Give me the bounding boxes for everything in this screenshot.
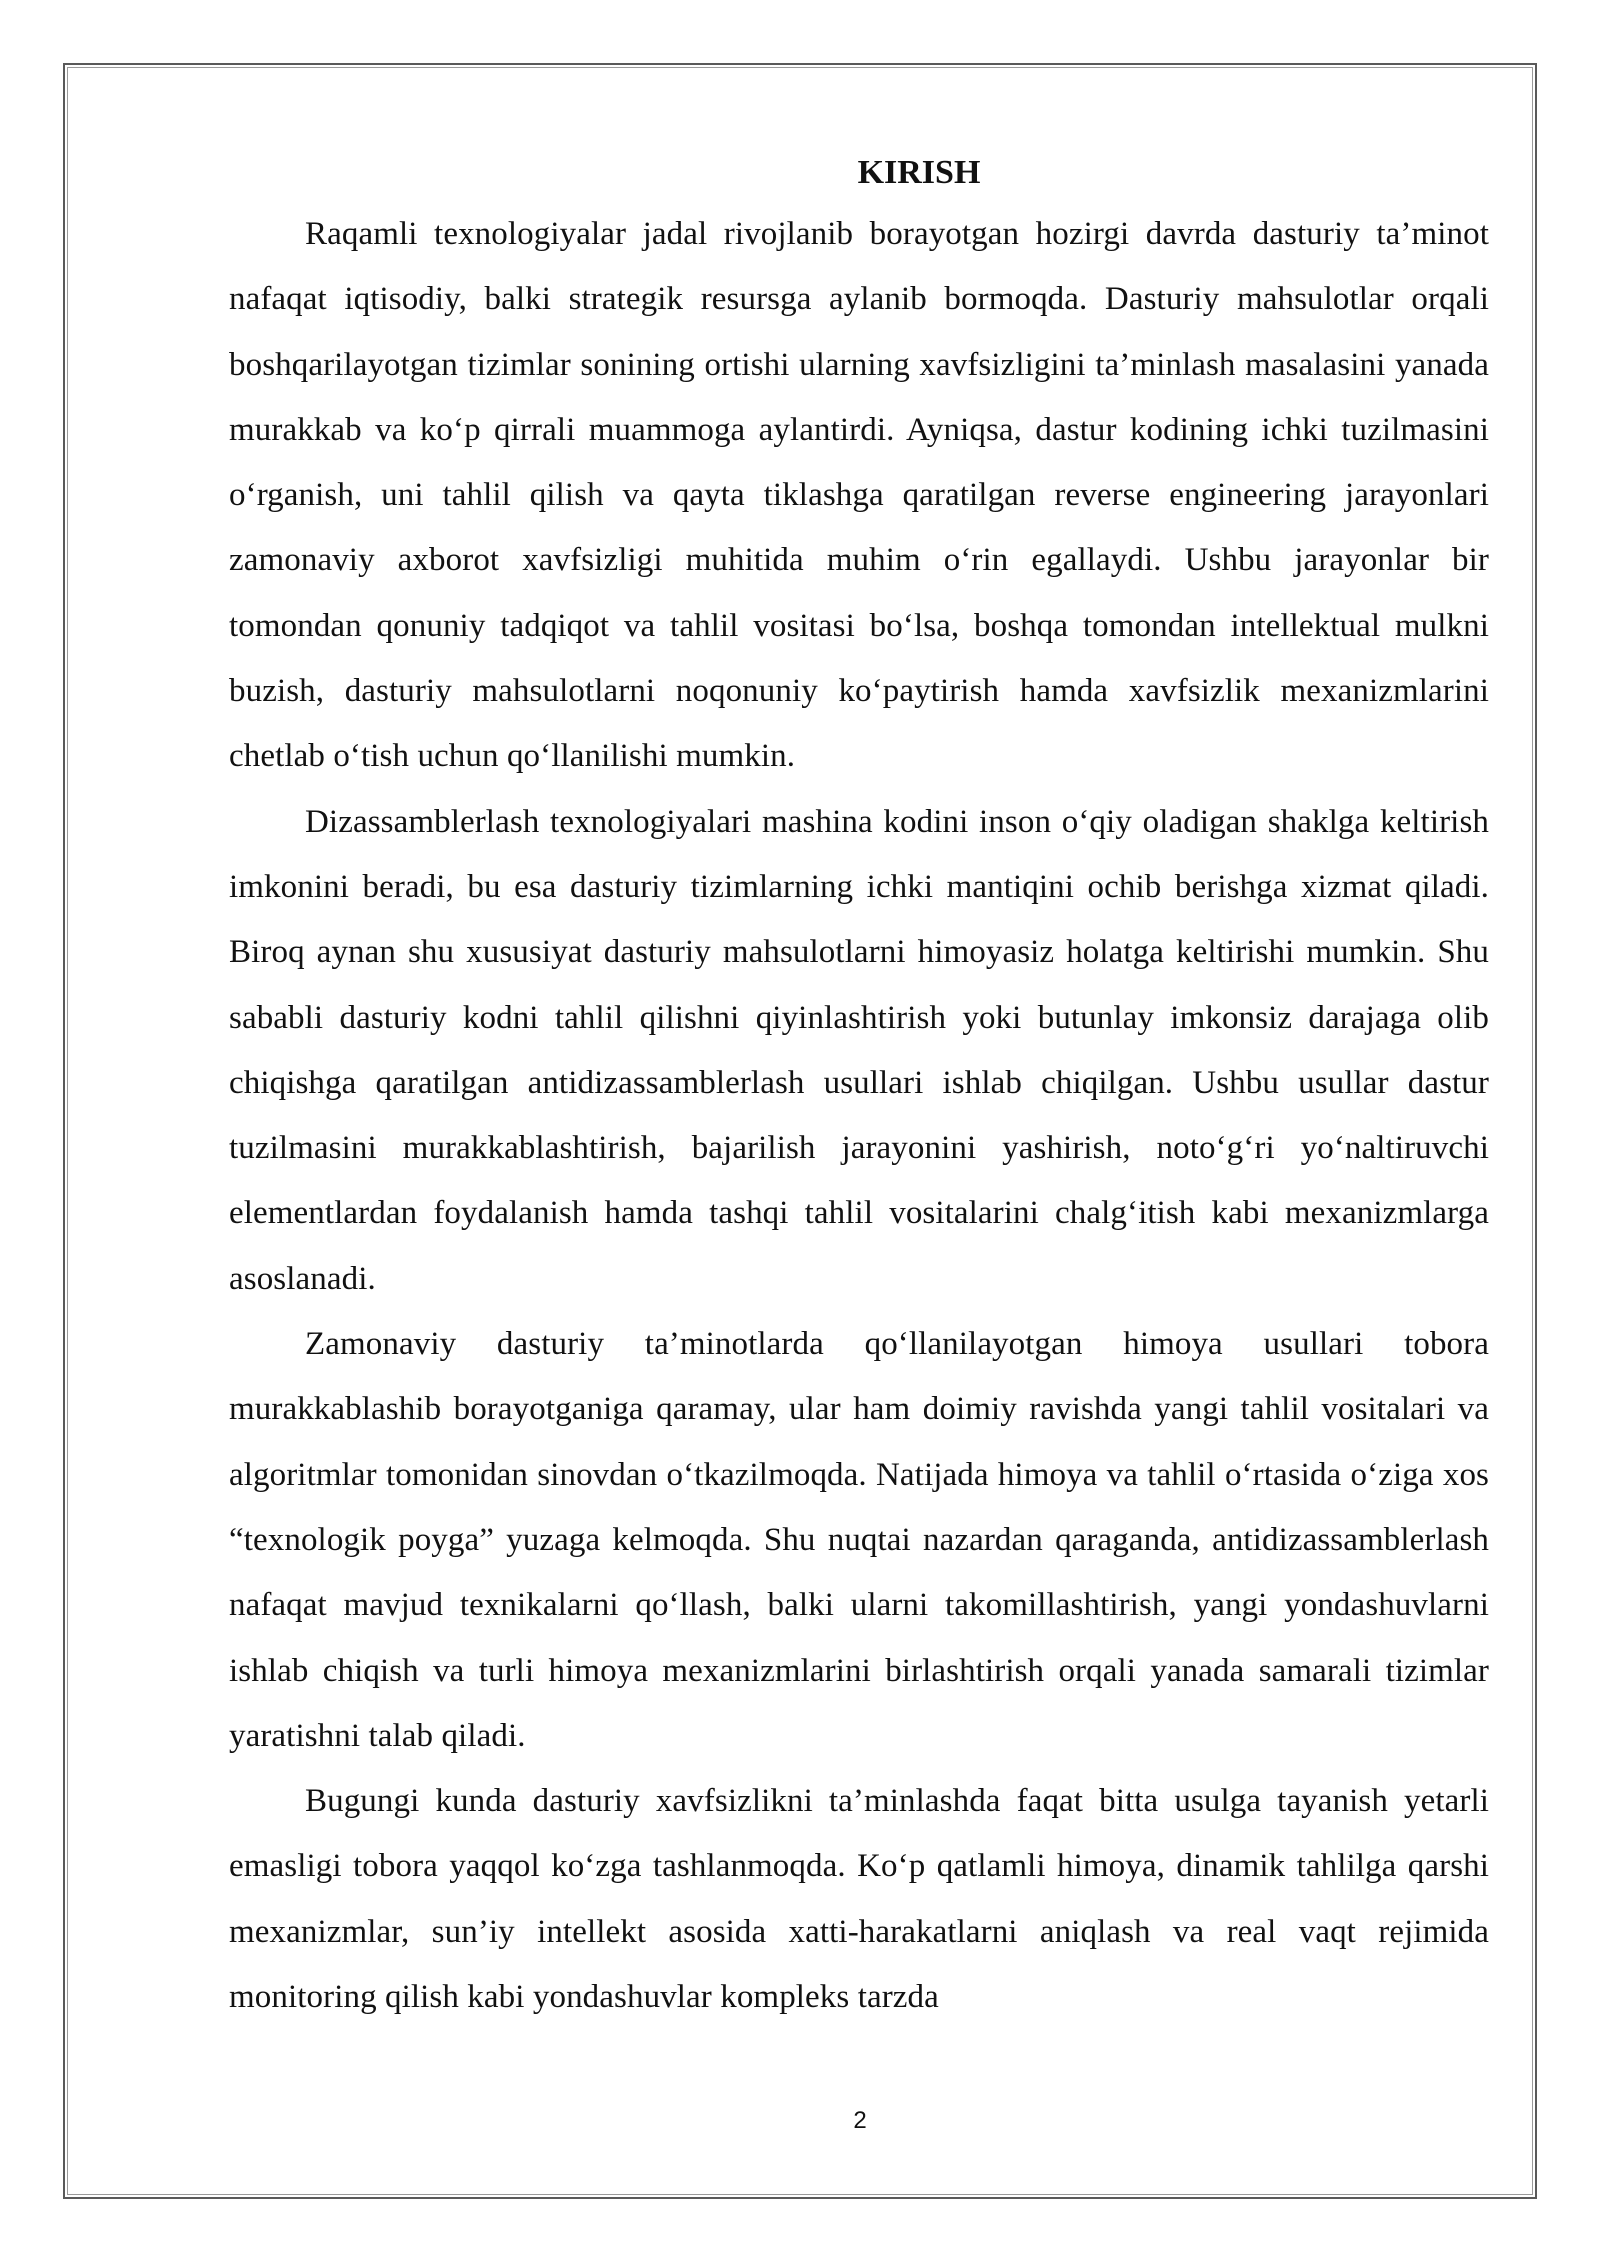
paragraph-1: Raqamli texnologiyalar jadal rivojlanib borayotgan hozirgi davrda dasturiy ta’minot nafaqat iqtisodiy, balki strategik resursga aylanib bormoqda. Dasturiy mahsulotlar orqali boshqarilayotgan tizimlar sonining ortishi ularning xavfsizligini ta’minlash masalasini yanada murakkab va ko‘p qirrali muammoga aylantirdi. Ayniqsa, dastur kodining ichki tuzilmasini o‘rganish, uni tahlil qilish va qayta tiklashga qaratilgan reverse engineering jarayonlari zamonaviy axborot xavfsizligi muhitida muhim o‘rin egallaydi. Ushbu jarayonlar bir tomondan qonuniy tadqiqot va tahlil vositasi bo‘lsa, boshqa tomondan intellektual mulkni buzish, dasturiy mahsulotlarni noqonuniy ko‘paytirish hamda xavfsizlik mexanizmlarini chetlab o‘tish uchun qo‘llanilishi mumkin. [229, 216, 1489, 775]
page-content [229, 148, 1489, 2030]
paragraph-4: Bugungi kunda dasturiy xavfsizlikni ta’minlashda faqat bitta usulga tayanish yetarli emasligi tobora yaqqol ko‘zga tashlanmoqda. Ko‘p qatlamli himoya, dinamik tahlilga qarshi mexanizmlar, sun’iy intellekt asosida xatti-harakatlarni aniqlash va real vaqt rejimida monitoring qilish kabi yondashuvlar kompleks tarzda [229, 1783, 1489, 2016]
paragraph-2: Dizassamblerlash texnologiyalari mashina kodini inson o‘qiy oladigan shaklga keltirish imkonini beradi, bu esa dasturiy tizimlarning ichki mantiqini ochib berishga xizmat qiladi. Biroq aynan shu xususiyat dasturiy mahsulotlarni himoyasiz holatga keltirishi mumkin. Shu sababli dasturiy kodni tahlil qilishni qiyinlashtirish yoki butunlay imkonsiz darajaga olib chiqishga qaratilgan antidizassamblerlash usullari ishlab chiqilgan. Ushbu usullar dastur tuzilmasini murakkablashtirish, bajarilish jarayonini yashirish, noto‘g‘ri yo‘naltiruvchi elementlardan foydalanish hamda tashqi tahlil vositalarini chalg‘itish kabi mexanizmlarga asoslanadi. [229, 803, 1489, 1297]
page-number: 2 [853, 2107, 867, 2134]
section-title: KIRISH [857, 154, 981, 191]
paragraph-3: Zamonaviy dasturiy ta’minotlarda qo‘llanilayotgan himoya usullari tobora murakkablashib borayotganiga qaramay, ular ham doimiy ravishda yangi tahlil vositalari va algoritmlar tomonidan sinovdan o‘tkazilmoqda. Natijada himoya va tahlil o‘rtasida o‘ziga xos “texnologik poyga” yuzaga kelmoqda. Shu nuqtai nazardan qaraganda, antidizassamblerlash nafaqat mavjud texnikalarni qo‘llash, balki ularni takomillashtirish, yangi yondashuvlarni ishlab chiqish va turli himoya mexanizmlarini birlashtirish orqali yanada samarali tizimlar yaratishni talab qiladi. [229, 1326, 1489, 1754]
